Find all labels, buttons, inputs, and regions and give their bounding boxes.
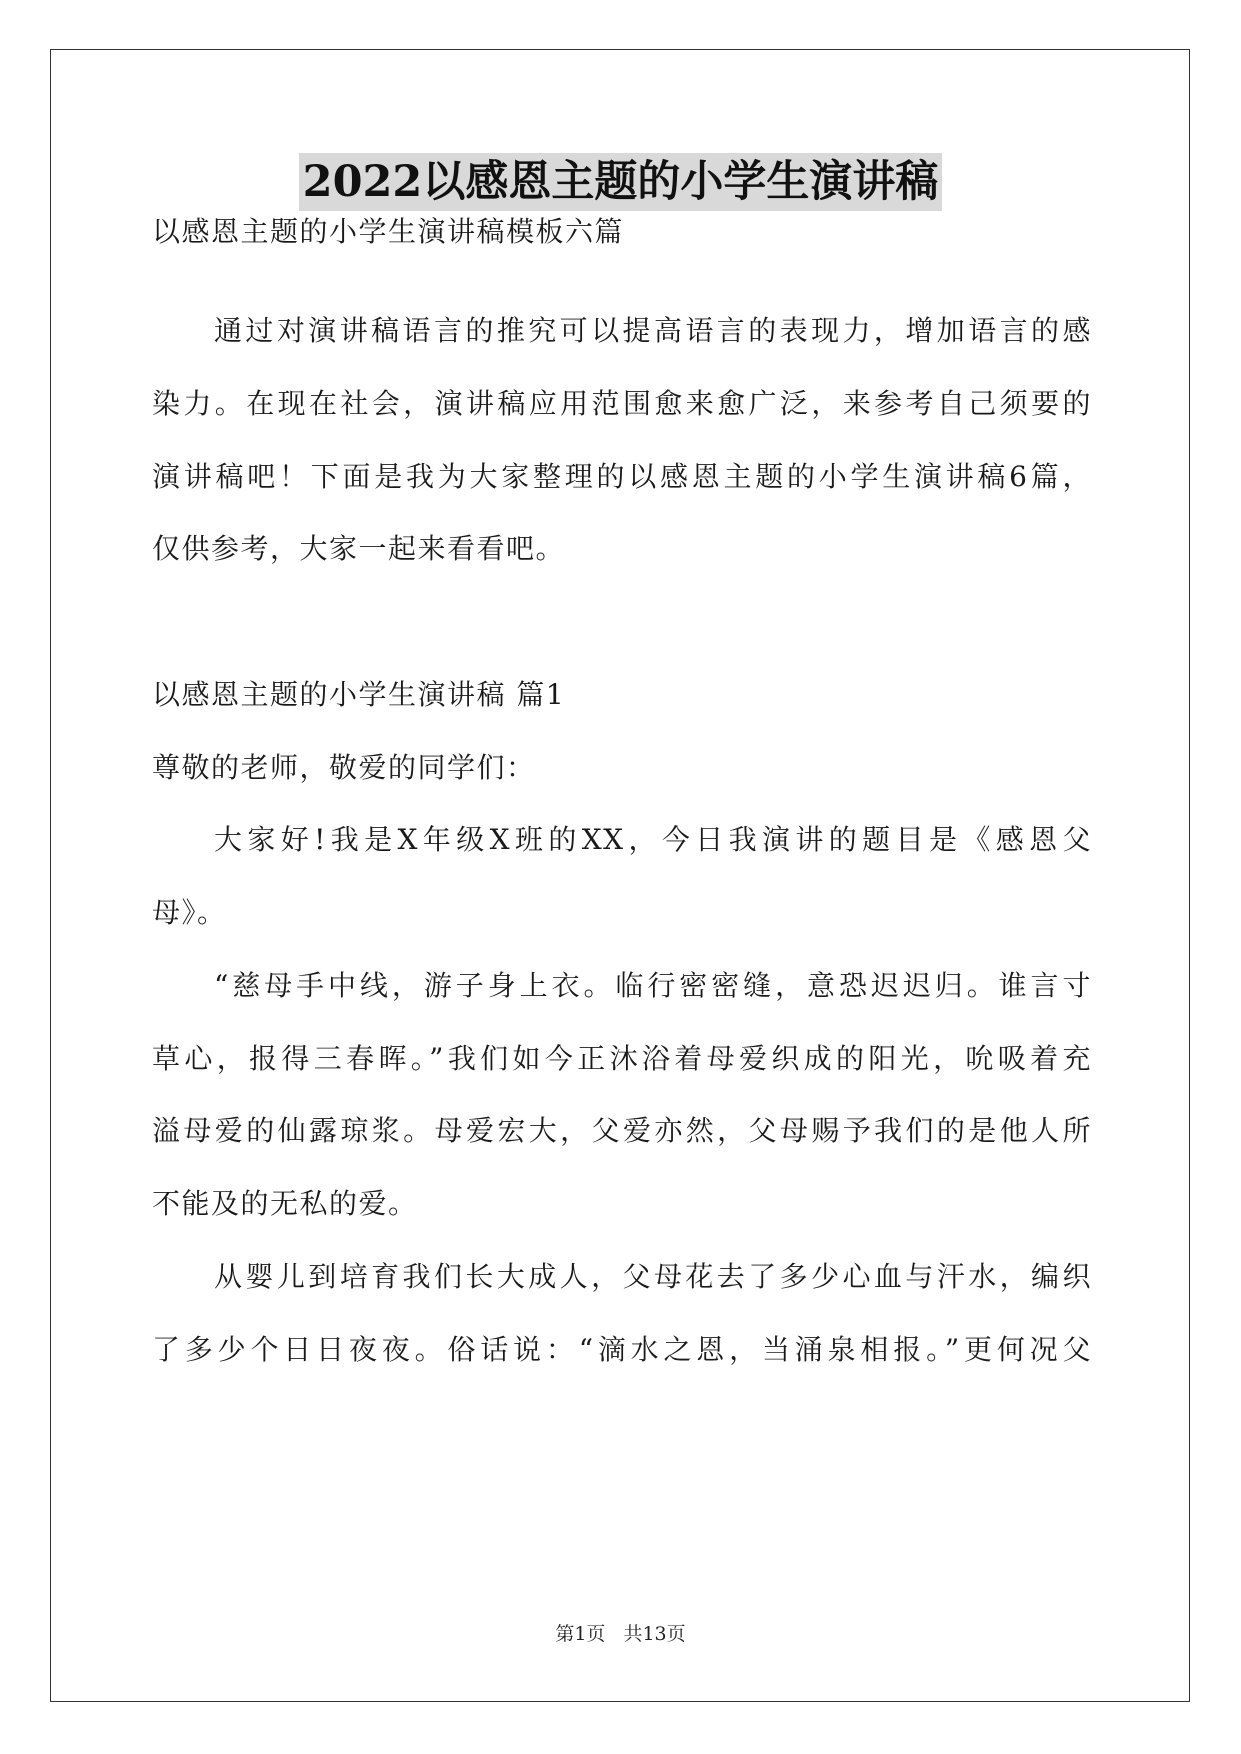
page-border [50,49,1190,1702]
title-container [0,153,1241,211]
paragraph-line: 母》。 [152,896,227,929]
document-title: 2022以感恩主题的小学生演讲稿 [299,153,943,211]
page-footer [0,1622,1241,1646]
paragraph-line: 草心，报得三春晖。”我们如今正沐浴着母爱织成的阳光，吮吸着充 [152,1042,1092,1075]
section-heading: 以感恩主题的小学生演讲稿 篇1 [152,678,566,711]
paragraph-line: 不能及的无私的爱。 [152,1187,418,1220]
page-number-total: 共13页 [623,1623,686,1645]
paragraph-line: 染力。在现在社会，演讲稿应用范围愈来愈广泛，来参考自己须要的 [152,387,1092,420]
paragraph-line: 了多少个日日夜夜。俗话说：“滴水之恩，当涌泉相报。”更何况父 [152,1333,1092,1366]
paragraph-line: 演讲稿吧！下面是我为大家整理的以感恩主题的小学生演讲稿6篇， [152,460,1092,493]
paragraph-line: 仅供参考，大家一起来看看吧。 [152,532,566,565]
paragraph-line: 从婴儿到培育我们长大成人，父母花去了多少心血与汗水，编织 [214,1260,1092,1293]
paragraph-line: 大家好!我是X年级X班的XX，今日我演讲的题目是《感恩父 [214,823,1092,856]
paragraph-line: 通过对演讲稿语言的推究可以提高语言的表现力，增加语言的感 [214,314,1092,347]
page-number-current: 第1页 [555,1623,606,1645]
paragraph-line: “慈母手中线，游子身上衣。临行密密缝，意恐迟迟归。谁言寸 [214,969,1092,1002]
subtitle-line: 以感恩主题的小学生演讲稿模板六篇 [152,215,625,248]
salutation-line: 尊敬的老师，敬爱的同学们： [152,751,536,784]
paragraph-line: 溢母爱的仙露琼浆。母爱宏大，父爱亦然，父母赐予我们的是他人所 [152,1114,1092,1147]
